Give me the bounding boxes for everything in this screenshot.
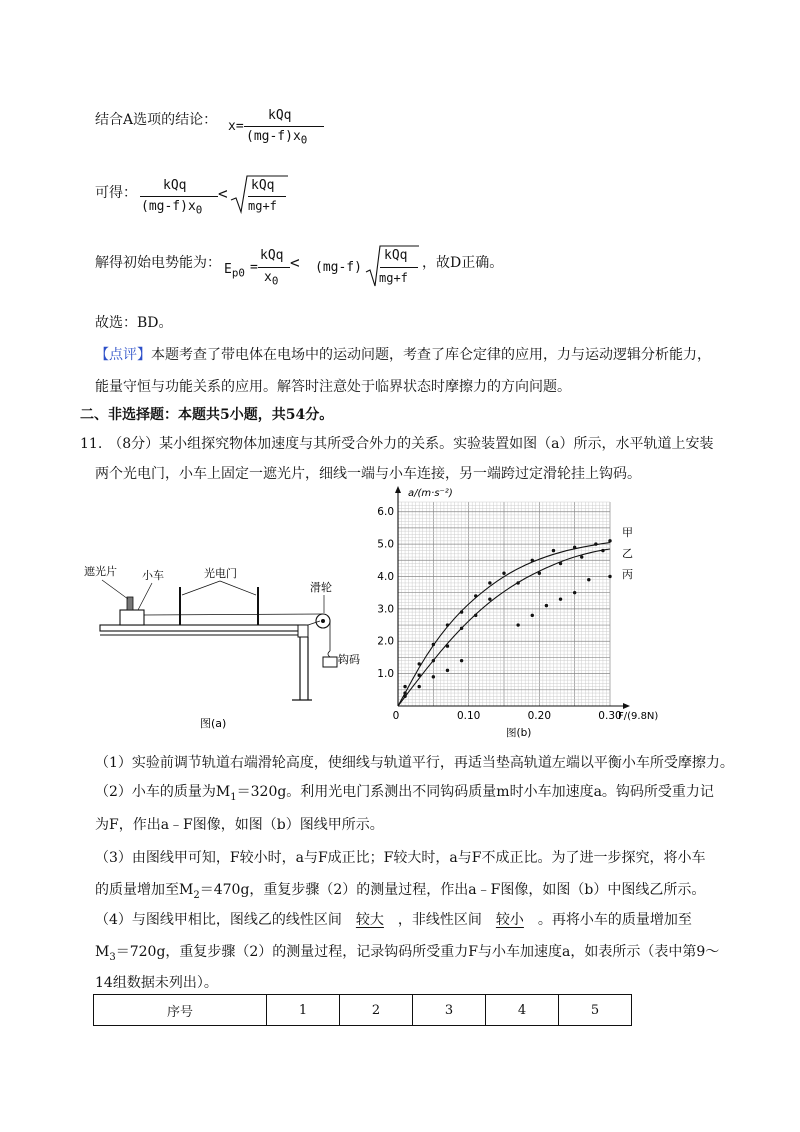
eq2-sqrt-bar — [248, 196, 286, 197]
data-point — [446, 669, 449, 672]
table-cell: 序号 — [94, 995, 267, 1026]
q11-part-4-line-3: 14组数据未列出）。 — [95, 975, 218, 991]
label-cart: 小车 — [142, 569, 164, 582]
x-tick-label: 0.20 — [527, 710, 552, 722]
figure-a-apparatus — [80, 555, 360, 735]
y-tick-label: 6.0 — [377, 506, 394, 519]
data-point — [531, 559, 534, 562]
data-point — [432, 675, 435, 678]
cart — [120, 610, 144, 625]
eq1-fraction-bar — [244, 126, 324, 127]
data-point — [502, 572, 505, 575]
x-axis-label: F/(9.8N) — [618, 711, 659, 722]
data-point — [545, 604, 548, 607]
label-gate: 光电门 — [204, 567, 237, 580]
q11-intro-line-1 — [80, 433, 714, 453]
y-tick-label: 4.0 — [377, 570, 394, 583]
leader-gate-2 — [220, 581, 256, 595]
data-point — [594, 542, 597, 545]
y-tick-label: 1.0 — [377, 668, 394, 681]
series-label: 甲 — [622, 526, 633, 539]
data-point — [601, 549, 604, 552]
eq2-sqrt-numerator: kQq — [251, 178, 275, 193]
eq2-sqrt-denominator: mg+f — [248, 199, 277, 213]
eq2-denominator: $(mg-f)x_0$ — [141, 199, 203, 217]
data-point — [474, 614, 477, 617]
x-tick-label: 0.10 — [456, 710, 481, 722]
data-point — [573, 591, 576, 594]
q11-part-4-line-2: $M_3=720g$，重复步骤（2）的测量过程，记录钩码所受重力F与小车加速度a，如表所示（表中第9～ — [95, 944, 720, 963]
data-point — [559, 597, 562, 600]
data-point — [432, 659, 435, 662]
data-point — [559, 562, 562, 565]
label-shade: 遮光片 — [84, 565, 117, 578]
data-point — [531, 614, 534, 617]
data-point — [573, 546, 576, 549]
q11-part-1: （1）实验前调节轨道右端滑轮高度，使细线与轨道平行，再适当垫高轨道左端以平衡小车所受摩擦力。 — [95, 755, 734, 771]
data-point — [446, 623, 449, 626]
eq3-sqrt-numerator: kQq — [384, 248, 408, 263]
leader-shade — [102, 580, 128, 599]
solution-line3-suffix: ，故D正确。 — [422, 255, 504, 271]
solution-line-1 — [95, 109, 217, 129]
label-weight: 钩码 — [338, 653, 360, 666]
data-point — [418, 685, 421, 688]
data-point — [403, 691, 406, 694]
y-tick-label: 5.0 — [377, 538, 394, 551]
string — [144, 614, 323, 615]
table-cell: 2 — [340, 995, 413, 1026]
data-point — [538, 572, 541, 575]
eq3-equals: = — [250, 260, 258, 275]
eq3-factor: (mg-f) — [315, 260, 362, 275]
track-end-block — [298, 625, 308, 637]
data-table — [93, 994, 632, 1026]
data-point — [403, 685, 406, 688]
series-label: 丙 — [622, 568, 633, 582]
data-point — [608, 575, 611, 578]
x-tick-label: 0.30 — [598, 710, 622, 722]
data-point — [587, 578, 590, 581]
q11-intro-1: （8分）某小组探究物体加速度与其所受合外力的关系。实验装置如图（a）所示，水平轨道上安装 — [108, 436, 714, 452]
leader-cart — [138, 583, 152, 610]
y-axis-label: a/(m·s⁻²) — [408, 488, 453, 499]
comment-line-1 — [95, 344, 711, 364]
figure-a-caption: 图(a) — [200, 717, 227, 730]
answer-blank-1: 较大 — [355, 912, 384, 928]
table-cell: 4 — [486, 995, 559, 1026]
data-point — [418, 662, 421, 665]
q11-part-3-line-2: 的质量增加至$M_2=470g$，重复步骤（2）的测量过程，作出a﹣F图像，如图（b）中图线乙所示。 — [95, 882, 706, 901]
eq3-less-than: < — [290, 253, 300, 272]
q11-number: 11. — [80, 436, 103, 452]
solution-line1-prefix: 结合A选项的结论： — [95, 112, 218, 128]
y-tick-label: 2.0 — [377, 635, 394, 648]
data-point — [432, 643, 435, 646]
answer-blank-2: 较小 — [495, 912, 524, 928]
eq3-numerator: kQq — [260, 248, 284, 263]
eq3-fraction-bar — [258, 267, 290, 268]
data-point — [446, 644, 449, 647]
solution-line3-prefix: 解得初始电势能为： — [95, 255, 221, 271]
table-cell: 3 — [413, 995, 486, 1026]
data-point — [516, 623, 519, 626]
table-cell: 5 — [559, 995, 632, 1026]
data-point — [488, 581, 491, 584]
eq3-sqrt-bar — [380, 267, 418, 268]
q11-part-4-line-1: （4）与图线甲相比，图线乙的线性区间 较大 ，非线性区间 较小 。再将小车的质量增加至 — [95, 912, 692, 928]
eq1-lhs: x= — [228, 119, 244, 134]
eq1-numerator: kQq — [268, 108, 292, 123]
pulley-axle — [321, 619, 325, 623]
eq1-denominator: $(mg-f)x_0$ — [246, 129, 308, 147]
eq3-E: $E_{p0}$ — [224, 262, 245, 280]
section-heading: 二、非选择题：本题共5小题，共54分。 — [80, 407, 334, 423]
x-axis-arrow — [623, 703, 630, 709]
y-axis-arrow — [395, 486, 401, 493]
q11-part-2-line-1: （2）小车的质量为$M_1=320g$。利用光电门系测出不同钩码质量m时小车加速度a。钩码所受重力记 — [95, 784, 714, 803]
eq2-fraction-bar — [140, 196, 218, 197]
data-point — [418, 674, 421, 677]
eq2-less-than: < — [218, 184, 228, 203]
solution-line-3 — [95, 252, 221, 272]
data-point — [403, 695, 406, 698]
comment-tag: 【点评】 — [95, 347, 151, 363]
eq2-numerator: kQq — [163, 178, 187, 193]
figure-b-caption: 图(b) — [506, 727, 532, 739]
weight-hook — [328, 651, 330, 657]
data-point — [516, 581, 519, 584]
data-point — [608, 539, 611, 542]
table-header-row — [94, 995, 632, 1026]
hanging-weight — [323, 657, 337, 667]
q11-part-2-line-2: 为F，作出a﹣F图像，如图（b）图线甲所示。 — [95, 817, 384, 833]
answer-line: 故选：BD。 — [95, 315, 173, 331]
data-point — [474, 594, 477, 597]
data-point — [460, 610, 463, 613]
series-label: 乙 — [622, 547, 633, 561]
x-tick-label: 0 — [392, 710, 400, 722]
leader-gate-1 — [182, 581, 220, 595]
eq3-denominator: $x_0$ — [264, 270, 279, 288]
eq3-sqrt-denominator: mg+f — [379, 271, 408, 285]
q11-part-3-line-1: （3）由图线甲可知，F较小时，a与F成正比；F较大时，a与F不成正比。为了进一步探究，将小车 — [95, 850, 706, 866]
table-cell: 1 — [267, 995, 340, 1026]
solution-line2-prefix: 可得： — [95, 185, 137, 201]
comment-text-1: 本题考查了带电体在电场中的运动问题，考查了库仑定律的应用，力与运动逻辑分析能力， — [151, 347, 711, 363]
y-tick-label: 3.0 — [377, 603, 394, 616]
solution-line-2 — [95, 182, 137, 202]
data-point — [580, 555, 583, 558]
track — [100, 625, 305, 631]
data-point — [460, 659, 463, 662]
figure-b-chart — [368, 482, 668, 740]
data-point — [488, 597, 491, 600]
data-point — [460, 627, 463, 630]
comment-line-2: 能量守恒与功能关系的应用。解答时注意处于临界状态时摩擦力的方向问题。 — [95, 379, 571, 395]
label-pulley: 滑轮 — [310, 581, 332, 594]
q11-intro-line-2: 两个光电门，小车上固定一遮光片，细线一端与小车连接，另一端跨过定滑轮挂上钩码。 — [95, 466, 641, 482]
data-point — [552, 549, 555, 552]
